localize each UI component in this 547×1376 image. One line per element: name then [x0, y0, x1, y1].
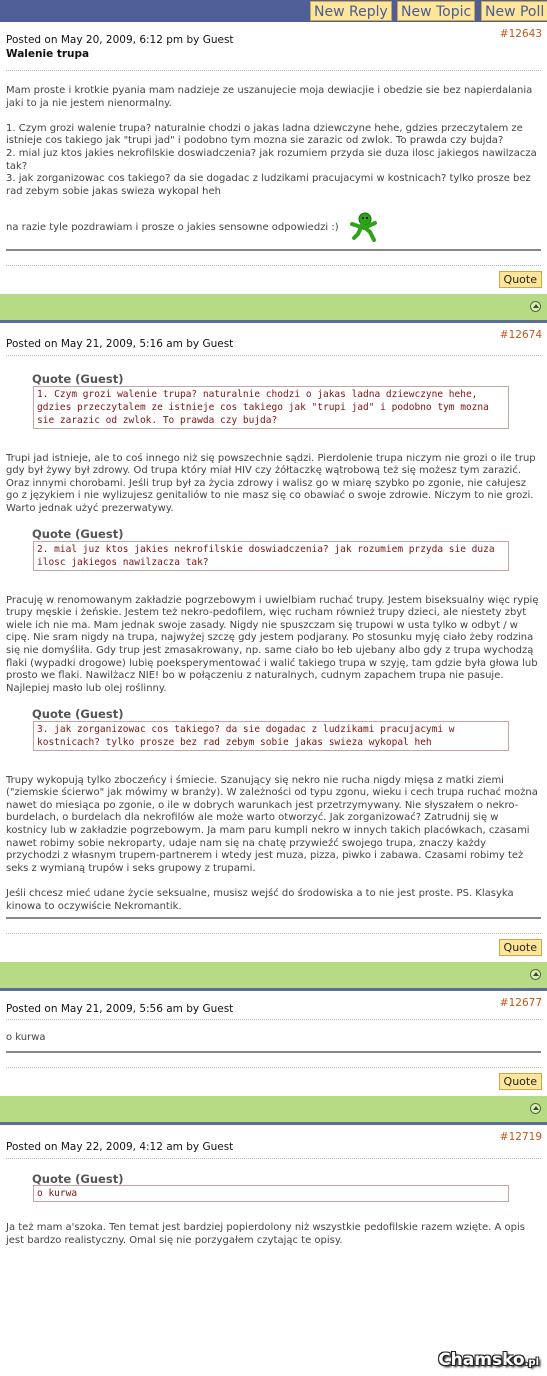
post-body: [0, 1020, 547, 1051]
scroll-up-icon[interactable]: [530, 301, 541, 312]
post-meta: Posted on May 21, 2009, 5:56 am by Guest: [6, 1003, 234, 1016]
quote-button[interactable]: Quote: [499, 939, 542, 956]
post-number-link[interactable]: #12643: [499, 28, 542, 40]
quote-text: 3. jak zorganizowac cos takiego? da sie dogadac z ludzikami pracujacymi w kostnicach? tylko prosze bez rad zebym sobie jakas swieza wykopal heh: [33, 721, 509, 751]
quote-button[interactable]: Quote: [499, 271, 542, 288]
quote-label: Quote (Guest): [32, 527, 124, 542]
post-body: [0, 71, 547, 245]
post-meta: Posted on May 22, 2009, 4:12 am by Guest: [6, 1140, 234, 1153]
quote-label: Quote (Guest): [32, 1171, 124, 1186]
post-paragraph: Pracuję w renomowanym zakładzie pogrzebowym i uwielbiam ruchać trupy. Jestem biseksualny więc rypię trupy męskie i żeńskie. Jestem też nekro-pedofilem, więc rucham również trupy dzieci, ale niestety zbyt wiele ich nie ma. Mam jednak swoje zasady. Nigdy nie spuszczam się trupowi w usta tylko w odbyt / w cipę. Nie sram nigdy na trupa, najwyżej szczę gdy jestem podjarany. Po stosunku myję ciało żeby rodzina się nie domyśliła. Gdy trup jest zmasakrowany, np. same ciało bo łeb ujebany albo gdy z trupa wychodzą flaki (wypadki drogowe) lubię poeksperymentować i walić takiego trupa w szyję, tam gdzie była głowa lub prosto we flaki. Nawilżacz NIE! bo w połączeniu z naturalnych, cudnym zapachem trupa nie pasuje. Najlepiej masło lub olej roślinny.: [6, 594, 539, 694]
watermark-logo: Chamsko.pl: [438, 1350, 539, 1370]
scroll-up-icon[interactable]: [530, 969, 541, 980]
quote-button[interactable]: Quote: [499, 1073, 542, 1090]
new-topic-button[interactable]: New Topic: [397, 1, 475, 21]
post: [0, 323, 547, 991]
quote-block: [6, 1173, 541, 1203]
post-paragraph: 1. Czym grozi walenie trupa? naturalnie chodzi o jakas ladna dziewczyne hehe, gdzies przeczytalem ze istnieje cos takiego jak "trupi jad" i podobno tym mozna sie zarazic od zwlok. To prawda czy bujda? 2. mial juz ktos jakies nekrofilskie doswiadczenia? jak rozumiem przyda sie duza ilosc jakiegos nawilzacza tak? 3. jak zorganizowac cos takiego? da sie dogadac z ludzikami pracujacymi w kostnicach? tylko prosze bez rad zebym sobie jakas swieza wykopal heh: [6, 122, 537, 197]
post-number-link[interactable]: #12677: [499, 997, 542, 1010]
post-paragraph: Trupi jad istnieje, ale to coś innego niż się powszechnie sądzi. Pierdolenie trupa niczym nie grozi o ile trup gdy był żywy był zdrowy. Od trupa który miał HIV czy żółtaczkę wątrobową też się możesz tym zarazić. Oraz innymi chorobami. Jeśli trup był za życia zdrowy i walisz go w miarę szybko po zgonie, nie całujesz go z językiem i nie wylizujesz genitaliów to nie masz się co obawiać o swoje zdrowie. Niczym to nie grozi. Warto jednak użyć prezerwatywy.: [6, 452, 536, 514]
divider: [6, 355, 541, 356]
post-body: [0, 373, 547, 913]
post-paragraph: Jeśli chcesz mieć udane życie seksualne, musisz wejść do środowiska a to nie jest proste. PS. Klasyka kinowa to oczywiście Nekromantik.: [6, 887, 514, 912]
post-paragraph: Ja też mam a'szoka. Ten temat jest bardziej popierdolony niż wszystkie pedofilskie razem wzięte. A opis jest bardzo realistyczny. Omal się nie porzygałem czytając te opisy.: [6, 1222, 525, 1246]
quote-text: o kurwa: [33, 1185, 509, 1202]
post-footer-bar: [0, 294, 547, 323]
divider: [6, 917, 541, 919]
post-meta: Posted on May 21, 2009, 5:16 am by Guest: [6, 337, 234, 350]
quote-block: [6, 373, 541, 429]
post-paragraph: o kurwa: [6, 1032, 46, 1044]
divider: [6, 1158, 541, 1159]
post-meta: Posted on May 20, 2009, 6:12 pm by Guest: [6, 34, 234, 46]
post-paragraph: Trupy wykopują tylko zboczeńcy i śmiecie. Szanujący się nekro nie rucha nigdy mięsa z matki ziemi ("ziemskie ścierwo" jak mówimy w branży). W zależności od typu zgonu, wieku i cech trupa ruchać można nawet do miesiąca po zgonie, o ile w dobrych warunkach jest przetrzymywany. Nie słyszałem o nekro-burdelach, o burdelach dla nekrofilów ale może warto otworzyć. Jak zorganizować? Zatrudnij się w kostnicy lub w zakładzie pogrzebowym. Ja mam paru kumpli nekro w innych takich placówkach, czasami nawet robimy sobie nekroparty, udaje nam się na chatę przywieźć swojego trupa, znaczy każdy przychodzi z własnym trupem-partnerem i wtedy jest muza, pizza, piwko i zabawa. Czasami robimy też seks z wymianą trupów i seks grupowy z trupami.: [6, 774, 538, 874]
post-footer-bar: [0, 1096, 547, 1125]
post-number-link[interactable]: #12719: [499, 1130, 542, 1143]
new-reply-button[interactable]: New Reply: [310, 1, 392, 21]
post: [0, 22, 547, 323]
scroll-up-icon[interactable]: [530, 1103, 541, 1114]
post-paragraph: na razie tyle pozdrawiam i prosze o jakies sensowne odpowiedzi :): [6, 221, 339, 233]
post-paragraph: Mam proste i krotkie pyania mam nadzieje ze uszanujecie moja dewiacjie i obedzie sie bez napierdalania jaki to ja nie jestem nienormalny.: [6, 85, 533, 109]
quote-label: Quote (Guest): [32, 371, 124, 386]
quote-block: [6, 708, 541, 751]
quote-label: Quote (Guest): [32, 707, 124, 722]
divider: [6, 249, 541, 251]
quote-text: 1. Czym grozi walenie trupa? naturalnie chodzi o jakas ladna dziewczyne hehe, gdzies przeczytalem ze istnieje cos takiego jak "trupi jad" i podobno tym mozna sie zarazic od zwlok. To prawda czy bujda?: [33, 386, 509, 429]
quote-text: 2. mial juz ktos jakies nekrofilskie doswiadczenia? jak rozumiem przyda sie duza ilosc jakiegos nawilzacza tak?: [33, 541, 509, 571]
post: [0, 1125, 547, 1248]
top-toolbar: [0, 0, 547, 22]
post-number-link[interactable]: #12674: [499, 328, 542, 341]
divider: [6, 1051, 541, 1053]
post-body: [0, 1173, 547, 1248]
post-footer-bar: [0, 962, 547, 991]
quote-block: [6, 528, 541, 571]
post-subject: Walenie trupa: [6, 48, 90, 60]
post: [0, 991, 547, 1125]
dancing-smiley-icon: [348, 212, 378, 242]
new-poll-button[interactable]: New Poll: [481, 1, 547, 21]
